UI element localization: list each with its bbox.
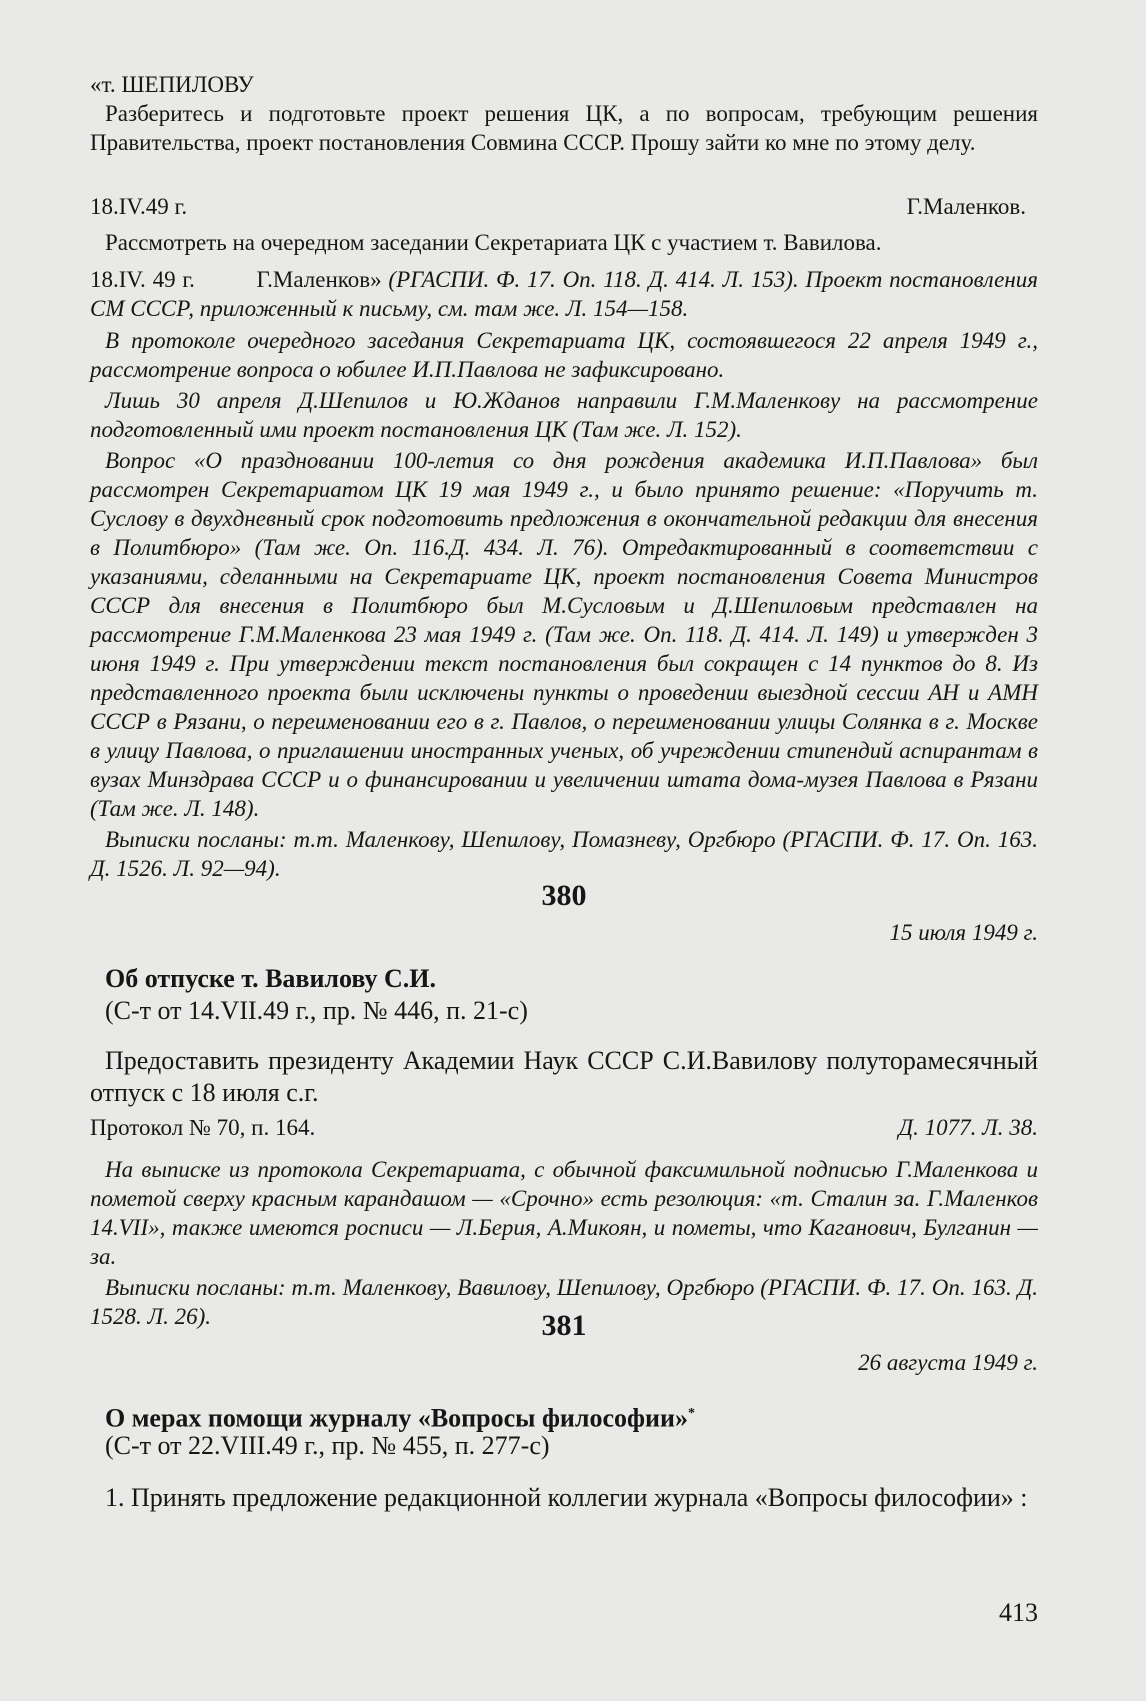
notes-block	[90, 326, 1038, 883]
doc381-reference: (С-т от 22.VIII.49 г., пр. № 455, п. 277-с)	[105, 1431, 550, 1460]
doc380-note: Выписки посланы: т.т. Маленкову, Вавилову, Шепилову, Оргбюро (РГАСПИ. Ф. 17. Оп. 163. Д. 1528. Л. 26).	[90, 1275, 1038, 1329]
doc380-body-block	[90, 1045, 1038, 1109]
note-paragraph: Вопрос «О праздновании 100-летия со дня рождения академика И.П.Павлова» был рассмотрен Секретариатом ЦК 19 мая 1949 г., и было принято решение: «Поручить т. Суслову в двухдневный срок подготовить предложения в окончательной редакции для внесения в Политбюро» (Там же. Оп. 116.Д. 434. Л. 76). Отредактированный в соответствии с указаниями, сделанными на Секретариате ЦК, проект постановления Совета Министров СССР для внесения в Политбюро был М.Сусловым и Д.Шепиловым представлен на рассмотрение Г.М.Маленкова 23 мая 1949 г. (Там же. Оп. 118. Д. 414. Л. 149) и утвержден 3 июня 1949 г. При утверждении текст постановления был сокращен с 14 пунктов до 8. Из представленного проекта были исключены пункты о проведении выездной сессии АН и АМН СССР в Рязани, о переименовании его в г. Павлов, о переименовании улицы Солянка в г. Москве в улицу Павлова, о приглашении иностранных ученых, об учреждении стипендий аспирантам в вузах Минздрава СССР и о финансировании и увеличении штата дома-музея Павлова в Рязани (Там же. Л. 148).	[90, 448, 1038, 821]
doc380-protocol-row	[90, 1113, 1038, 1142]
doc381-number: 381	[541, 1309, 587, 1342]
note-paragraph: Выписки посланы: т.т. Маленкову, Шепилову, Помазневу, Оргбюро (РГАСПИ. Ф. 17. Оп. 163. Д. 1526. Л. 92—94).	[90, 827, 1038, 881]
note-paragraph: Лишь 30 апреля Д.Шепилов и Ю.Жданов направили Г.М.Маленкову на рассмотрение подготовленный ими проект постановления ЦК (Там же. Л. 152).	[90, 388, 1038, 442]
resolution-signature: Г.Маленков»	[256, 267, 382, 292]
doc380-body: Предоставить президенту Академии Наук СССР С.И.Вавилову полуторамесячный отпуск с 18 июля с.г.	[90, 1046, 1038, 1107]
doc381-point1: 1. Принять предложение редакционной коллегии журнала «Вопросы философии» :	[105, 1483, 1028, 1512]
footnote-mark: *	[688, 1406, 695, 1421]
doc381-point-block	[90, 1482, 1038, 1514]
document-page	[90, 70, 1038, 1690]
resolution-source-block	[90, 265, 1038, 323]
doc380-reference: (С-т от 14.VII.49 г., пр. № 446, п. 21-с)	[105, 996, 528, 1025]
resolution-block	[90, 228, 1038, 257]
letter-block	[90, 70, 1038, 157]
letter-addressee: «т. ШЕПИЛОВУ	[90, 72, 254, 97]
page-number: 413	[999, 1598, 1038, 1627]
resolution-source: (РГАСПИ. Ф. 17. Оп. 118. Д. 414. Л. 153). Проект постановления СМ СССР, приложенный к письму, см. там же. Л. 154—158.	[90, 267, 1038, 321]
doc380-archive: Д. 1077. Л. 38.	[898, 1115, 1038, 1140]
doc381-title: О мерах помощи журналу «Вопросы философии»	[105, 1403, 688, 1433]
doc380-number: 380	[541, 879, 587, 912]
resolution-text: Рассмотреть на очередном заседании Секретариата ЦК с участием т. Вавилова.	[105, 230, 882, 255]
doc380-protocol: Протокол № 70, п. 164.	[90, 1115, 316, 1140]
letter-body: Разберитесь и подготовьте проект решения ЦК, а по вопросам, требующим решения Правительства, проект постановления Совмина СССР. Прошу зайти ко мне по этому делу.	[90, 101, 1038, 155]
doc380-title: Об отпуске т. Вавилову С.И.	[105, 964, 437, 993]
letter-signature: Г.Маленков.	[906, 194, 1026, 219]
doc380-note: На выписке из протокола Секретариата, с обычной факсимильной подписью Г.Маленкова и пометой сверху красным карандашом — «Срочно» есть резолюция: «т. Сталин за. Г.Маленков 14.VII», также имеются росписи — Л.Берия, А.Микоян, и пометы, что Каганович, Булганин — за.	[90, 1157, 1038, 1269]
resolution-date: 18.IV. 49 г.	[90, 267, 195, 292]
letter-signature-row	[90, 192, 1038, 221]
doc381-date: 26 августа 1949 г.	[858, 1350, 1038, 1375]
letter-date: 18.IV.49 г.	[90, 194, 188, 219]
doc380-date: 15 июля 1949 г.	[889, 920, 1038, 945]
note-paragraph: В протоколе очередного заседания Секретариата ЦК, состоявшегося 22 апреля 1949 г., рассмотрение вопроса о юбилее И.П.Павлова не зафиксировано.	[90, 328, 1038, 382]
doc380-notes-block	[90, 1155, 1038, 1331]
